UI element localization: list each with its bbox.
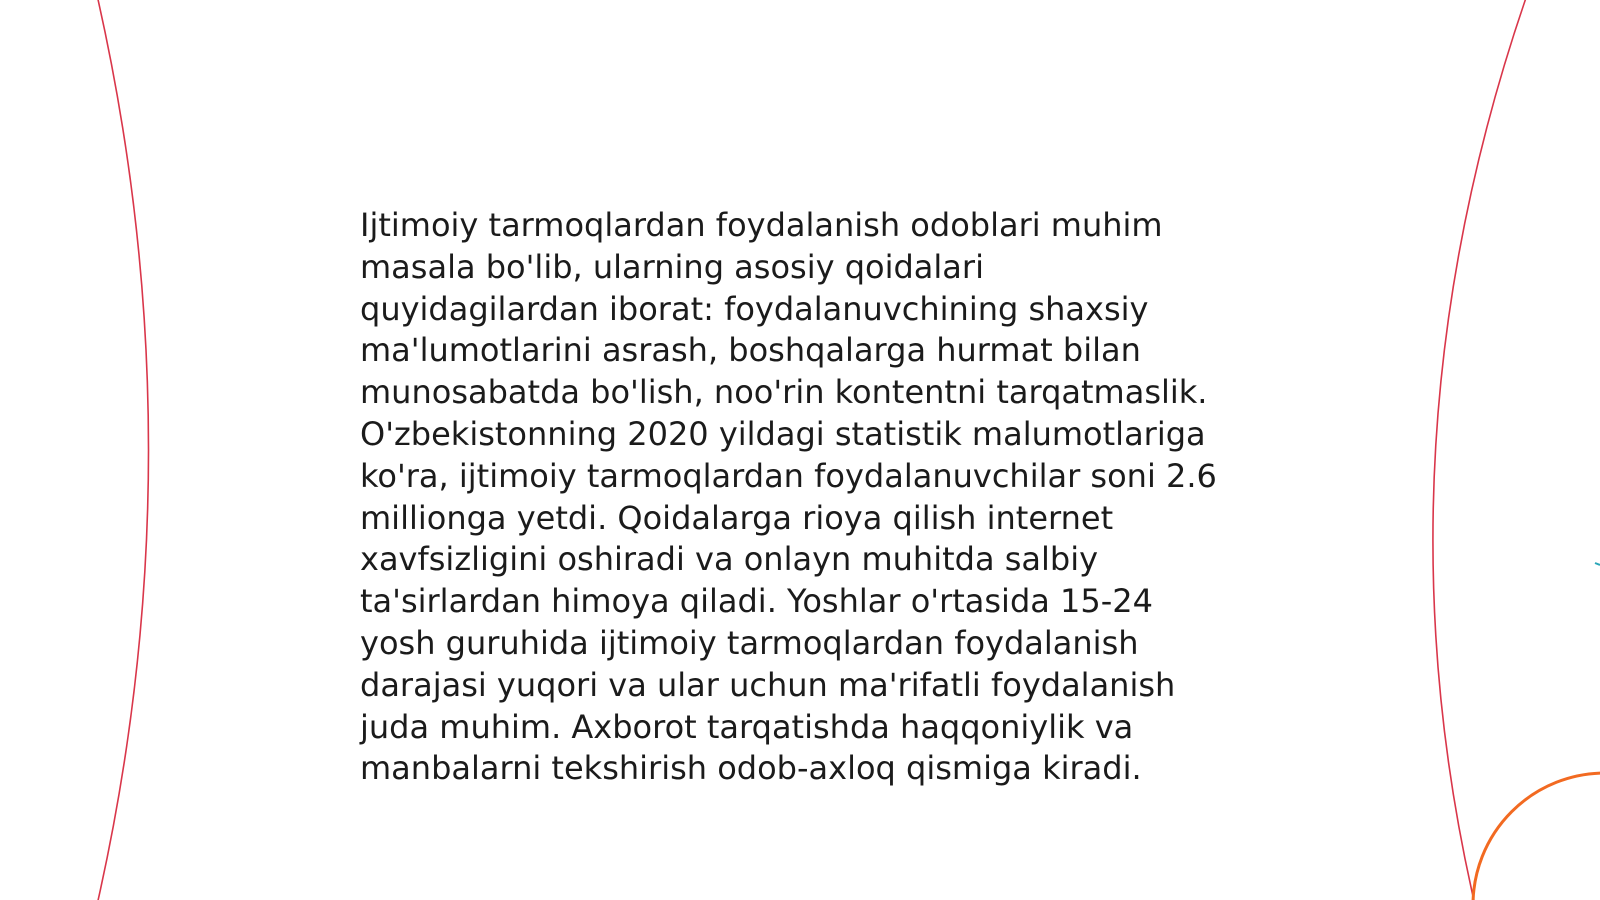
paragraph-line: masala bo'lib, ularning asosiy qoidalari [360, 247, 984, 286]
body-paragraph [360, 205, 1240, 790]
paragraph-line: munosabatda bo'lish, noo'rin kontentni tarqatmaslik. [360, 373, 1208, 412]
paragraph-line: quyidagilardan iborat: foydalanuvchining shaxsiy [360, 289, 1149, 328]
paragraph-line: ko'ra, ijtimoiy tarmoqlardan foydalanuvchilar soni 2.6 [360, 456, 1217, 495]
paragraph-line: ta'sirlardan himoya qiladi. Yoshlar o'rtasida 15-24 [360, 582, 1154, 621]
paragraph-line: yosh guruhida ijtimoiy tarmoqlardan foydalanish [360, 623, 1139, 662]
paragraph-line: O'zbekistonning 2020 yildagi statistik malumotlariga [360, 414, 1206, 453]
teal-accent-mark [1595, 563, 1600, 565]
paragraph-line: ma'lumotlarini asrash, boshqalarga hurmat bilan [360, 331, 1141, 370]
paragraph-line: Ijtimoiy tarmoqlardan foydalanish odoblari muhim [360, 206, 1163, 244]
paragraph-line: darajasi yuqori va ular uchun ma'rifatli foydalanish [360, 665, 1176, 704]
paragraph-line: manbalarni tekshirish odob-axloq qismiga kiradi. [360, 749, 1142, 788]
paragraph-line: xavfsizligini oshiradi va onlayn muhitda salbiy [360, 540, 1099, 579]
orange-ring-decoration [1473, 773, 1600, 900]
paragraph-line: juda muhim. Axborot tarqatishda haqqoniylik va [360, 707, 1134, 746]
left-arc-decoration [97, 0, 149, 900]
right-arc-decoration [1433, 0, 1527, 900]
paragraph-line: millionga yetdi. Qoidalarga rioya qilish internet [360, 498, 1114, 537]
